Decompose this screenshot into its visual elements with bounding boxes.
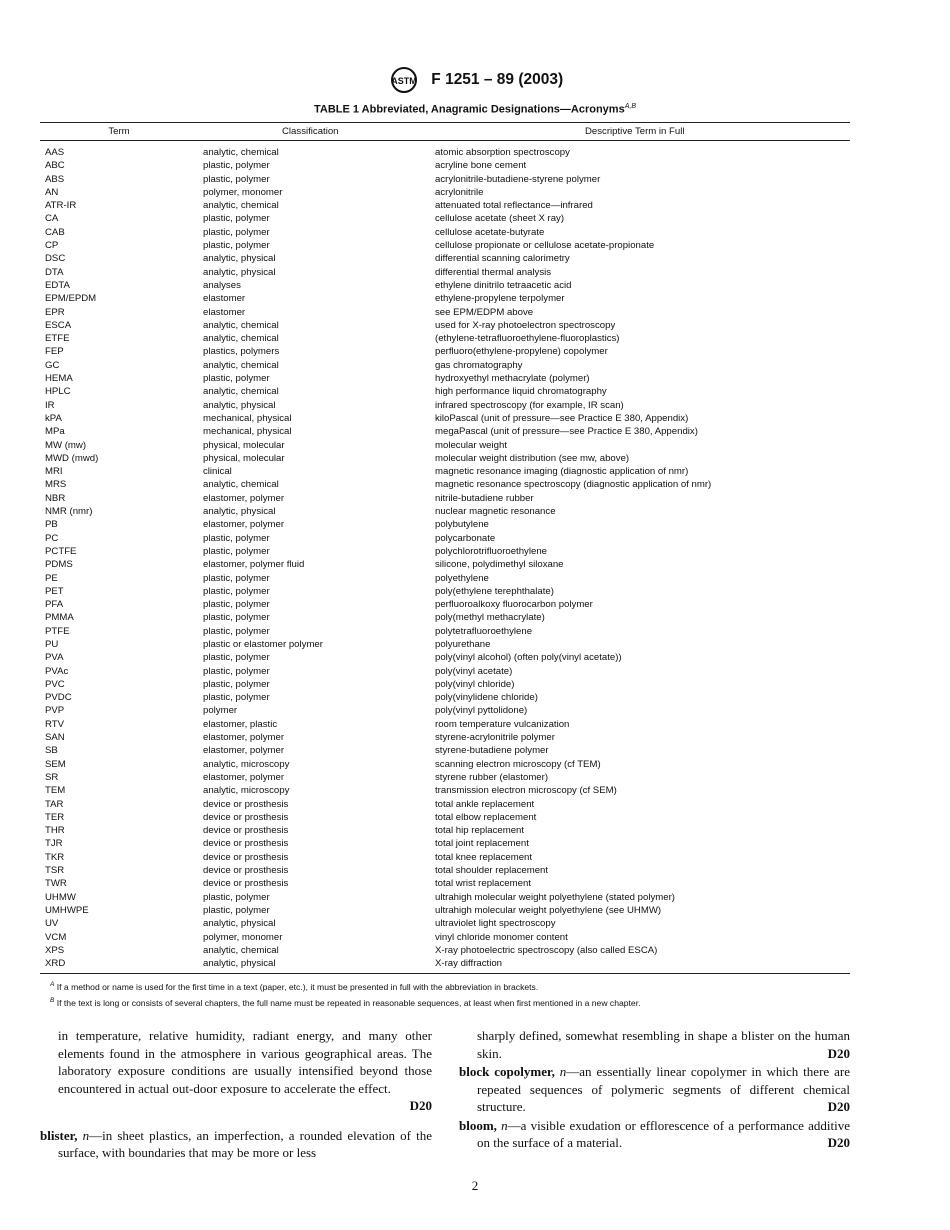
cell-descriptive-term: room temperature vulcanization (435, 718, 570, 730)
cell-term: MWD (mwd) (45, 452, 99, 464)
cell-classification: analytic, chemical (203, 386, 279, 398)
cell-term: SAN (45, 732, 65, 744)
cell-descriptive-term: X-ray diffraction (435, 958, 503, 970)
cell-descriptive-term: total shoulder replacement (435, 865, 549, 877)
cell-descriptive-term: poly(vinyl chloride) (435, 678, 515, 690)
cell-classification: analytic, physical (203, 506, 276, 518)
table-row (40, 665, 850, 678)
cell-classification: polymer, monomer (203, 186, 283, 198)
table-row (40, 837, 850, 850)
table-row (40, 611, 850, 624)
cell-classification: plastic, polymer (203, 665, 270, 677)
cell-term: MPa (45, 426, 65, 438)
cell-descriptive-term: perfluoroalkoxy fluorocarbon polymer (435, 599, 593, 611)
cell-descriptive-term: cellulose acetate (sheet X ray) (435, 213, 565, 225)
cell-term: NMR (nmr) (45, 506, 93, 518)
cell-classification: device or prosthesis (203, 865, 289, 877)
cell-term: ATR-IR (45, 200, 77, 212)
cell-term: PDMS (45, 559, 73, 571)
cell-classification: analytic, physical (203, 958, 276, 970)
cell-descriptive-term: acrylonitrile-butadiene-styrene polymer (435, 173, 601, 185)
cell-descriptive-term: styrene rubber (elastomer) (435, 771, 549, 783)
cell-descriptive-term: molecular weight distribution (see mw, above) (435, 452, 630, 464)
cell-term: SEM (45, 758, 66, 770)
cell-term: GC (45, 359, 60, 371)
cell-classification: analytic, chemical (203, 200, 279, 212)
table-row (40, 691, 850, 704)
left-text-column (40, 1027, 432, 1162)
table-row (40, 518, 850, 531)
cell-term: HPLC (45, 386, 71, 398)
table-row (40, 505, 850, 518)
cell-descriptive-term: X-ray photoelectric spectroscopy (also called ESCA) (435, 944, 658, 956)
cell-descriptive-term: nitrile-butadiene rubber (435, 492, 534, 504)
cell-term: AAS (45, 147, 65, 158)
table-row (40, 345, 850, 358)
cell-descriptive-term: poly(vinyl alcohol) (often poly(vinyl acetate)) (435, 652, 622, 664)
table-row (40, 545, 850, 558)
cell-classification: analytic, chemical (203, 319, 279, 331)
cell-classification: elastomer, polymer (203, 745, 285, 757)
committee-code: D20 (827, 1045, 850, 1061)
cell-classification: plastics, polymers (203, 346, 280, 358)
table-row (40, 478, 850, 491)
cell-descriptive-term: total joint replacement (435, 838, 529, 850)
cell-classification: plastic, polymer (203, 692, 270, 704)
cell-classification: analytic, chemical (203, 944, 279, 956)
cell-term: HEMA (45, 373, 73, 385)
cell-term: TAR (45, 798, 64, 810)
cell-classification: elastomer, polymer (203, 519, 285, 531)
cell-classification: analyses (203, 279, 241, 291)
table-title-footnote-marks: A,B (624, 103, 636, 110)
footnote-mark: B (50, 997, 55, 1005)
cell-descriptive-term: hydroxyethyl methacrylate (polymer) (435, 373, 590, 385)
cell-classification: elastomer, polymer (203, 771, 285, 783)
cell-term: kPA (45, 412, 62, 424)
table-row (40, 572, 850, 585)
definition-bloom (459, 1117, 850, 1152)
table-row (40, 439, 850, 452)
table-row (40, 731, 850, 744)
cell-term: ETFE (45, 333, 70, 345)
document-id: F 1251 – 89 (2003) (431, 71, 564, 88)
cell-descriptive-term: polybutylene (435, 519, 489, 531)
cell-descriptive-term: differential scanning calorimetry (435, 253, 570, 265)
cell-term: XRD (45, 958, 66, 970)
cell-term: CP (45, 240, 59, 252)
footnote-b (40, 994, 850, 1010)
table-row (40, 904, 850, 917)
cell-descriptive-term: total knee replacement (435, 851, 533, 863)
table-row (40, 425, 850, 438)
part-of-speech: n (501, 1117, 508, 1133)
cell-term: TSR (45, 865, 65, 877)
cell-term: AN (45, 186, 59, 198)
footnote-text: If the text is long or consists of several chapters, the full name must be repeated in reasonable sequences, at least when first mentioned in a new chapter. (56, 998, 641, 1009)
cell-descriptive-term: used for X-ray photoelectron spectroscopy (435, 319, 616, 331)
table-row (40, 558, 850, 571)
table-row (40, 186, 850, 199)
cell-classification: plastic, polymer (203, 173, 270, 185)
cell-classification: polymer, monomer (203, 931, 283, 943)
table-row (40, 758, 850, 771)
cell-classification: elastomer, polymer fluid (203, 559, 305, 571)
cell-classification: analytic, chemical (203, 333, 279, 345)
table-row (40, 146, 850, 159)
cell-classification: plastic, polymer (203, 240, 270, 252)
table-row (40, 784, 850, 797)
cell-term: PU (45, 638, 59, 650)
cell-classification: elastomer (203, 293, 246, 305)
definition-block-copolymer (459, 1063, 850, 1116)
cell-term: CA (45, 213, 59, 225)
cell-classification: mechanical, physical (203, 412, 292, 424)
cell-term: MRI (45, 466, 63, 478)
cell-term: PB (45, 519, 58, 531)
acronym-table (40, 122, 850, 1010)
table-row (40, 226, 850, 239)
cell-classification: clinical (203, 466, 232, 478)
right-text-column (459, 1027, 850, 1152)
table-row (40, 266, 850, 279)
cell-term: EDTA (45, 279, 70, 291)
cell-term: TER (45, 811, 65, 823)
cell-term: RTV (45, 718, 65, 730)
part-of-speech: n (559, 1064, 567, 1079)
table-row (40, 625, 850, 638)
cell-descriptive-term: polytetrafluoroethylene (435, 625, 533, 637)
cell-classification: analytic, physical (203, 918, 276, 930)
cell-classification: plastic, polymer (203, 226, 270, 238)
cell-term: EPR (45, 306, 65, 318)
table-header-row (40, 123, 850, 140)
table-row (40, 891, 850, 904)
cell-classification: plastic, polymer (203, 625, 270, 637)
table-row (40, 811, 850, 824)
cell-classification: plastic, polymer (203, 160, 270, 172)
cell-descriptive-term: gas chromatography (435, 359, 523, 371)
cell-descriptive-term: magnetic resonance imaging (diagnostic application of nmr) (435, 466, 689, 478)
cell-term: ABS (45, 173, 65, 185)
cell-classification: analytic, physical (203, 253, 276, 265)
cell-classification: plastic or elastomer polymer (203, 638, 323, 650)
cell-term: PVC (45, 678, 65, 690)
cell-descriptive-term: kiloPascal (unit of pressure—see Practice E 380, Appendix) (435, 412, 689, 424)
cell-classification: device or prosthesis (203, 878, 289, 890)
cell-term: VCM (45, 931, 67, 943)
cell-classification: plastic, polymer (203, 599, 270, 611)
definition-text: —in sheet plastics, an imperfection, a rounded elevation of the surface, with boundaries that may be more or less (58, 1127, 433, 1160)
table-row (40, 159, 850, 172)
table-row (40, 239, 850, 252)
table-row (40, 744, 850, 757)
definition-text: —an essentially linear copolymer in which there are repeated sequences of polymeric segments of different chemical structure. (477, 1064, 850, 1114)
cell-classification: elastomer, plastic (203, 718, 278, 730)
cell-term: ESCA (45, 319, 72, 331)
cell-classification: polymer (203, 705, 238, 717)
cell-term: UMHWPE (45, 904, 89, 916)
cell-descriptive-term: polycarbonate (435, 532, 496, 544)
cell-descriptive-term: megaPascal (unit of pressure—see Practice E 380, Appendix) (435, 426, 698, 438)
cell-descriptive-term: total hip replacement (435, 825, 525, 837)
cell-descriptive-term: nuclear magnetic resonance (435, 506, 556, 518)
continuation-paragraph (40, 1027, 432, 1115)
table-row (40, 771, 850, 784)
cell-term: PVDC (45, 692, 72, 704)
cell-classification: device or prosthesis (203, 798, 289, 810)
cell-classification: plastic, polymer (203, 545, 270, 557)
table-title-text: TABLE 1 Abbreviated, Anagramic Designations—Acronyms (313, 103, 625, 116)
cell-term: TEM (45, 785, 66, 797)
cell-classification: analytic, physical (203, 399, 276, 411)
cell-descriptive-term: atomic absorption spectroscopy (435, 147, 570, 158)
cell-classification: analytic, microscopy (203, 785, 290, 797)
astm-logo-icon (387, 66, 421, 94)
cell-descriptive-term: polyurethane (435, 638, 491, 650)
table-row (40, 452, 850, 465)
cell-descriptive-term: differential thermal analysis (435, 266, 552, 278)
table-row (40, 173, 850, 186)
table-row (40, 598, 850, 611)
cell-descriptive-term: acryline bone cement (435, 160, 527, 172)
cell-term: DTA (45, 266, 64, 278)
definition-text: —a visible exudation or efflorescence of a performance additive on the surface of a material. (477, 1117, 851, 1150)
cell-classification: plastic, polymer (203, 572, 270, 584)
cell-term: CAB (45, 226, 65, 238)
cell-descriptive-term: molecular weight (435, 439, 507, 451)
cell-descriptive-term: see EPM/EDPM above (435, 306, 534, 318)
cell-term: UV (45, 918, 59, 930)
continuation-text: in temperature, relative humidity, radiant energy, and many other elements found in the atmosphere in various geographical areas. The laboratory exposure conditions are usually intensified beyond those encountered in actual out-door exposure to accelerate the effect. (58, 1028, 432, 1096)
svg-text:ASTM: ASTM (391, 76, 417, 86)
table-row (40, 532, 850, 545)
cell-descriptive-term: infrared spectroscopy (for example, IR scan) (435, 399, 624, 411)
header-term: Term (108, 126, 130, 137)
cell-term: FEP (45, 346, 64, 358)
cell-term: SR (45, 771, 59, 783)
cell-classification: plastic, polymer (203, 532, 270, 544)
cell-descriptive-term: (ethylene-tetrafluoroethylene-fluoroplastics) (435, 333, 620, 345)
cell-descriptive-term: vinyl chloride monomer content (435, 931, 568, 943)
table-row (40, 492, 850, 505)
table-row (40, 718, 850, 731)
table-row (40, 399, 850, 412)
cell-descriptive-term: perfluoro(ethylene-propylene) copolymer (435, 346, 608, 358)
cell-classification: device or prosthesis (203, 825, 289, 837)
cell-term: THR (45, 825, 65, 837)
cell-classification: physical, molecular (203, 452, 285, 464)
cell-classification: mechanical, physical (203, 426, 292, 438)
cell-descriptive-term: ultrahigh molecular weight polyethylene (stated polymer) (435, 891, 675, 903)
table-row (40, 199, 850, 212)
table-row (40, 651, 850, 664)
table-row (40, 944, 850, 957)
table-row (40, 877, 850, 890)
table-row (40, 851, 850, 864)
cell-term: PVAc (45, 665, 69, 677)
cell-classification: physical, molecular (203, 439, 285, 451)
cell-descriptive-term: polyethylene (435, 572, 489, 584)
cell-term: IR (45, 399, 55, 411)
cell-term: MW (mw) (45, 439, 87, 451)
cell-descriptive-term: cellulose acetate-butyrate (435, 226, 545, 238)
cell-classification: plastic, polymer (203, 652, 270, 664)
cell-term: SB (45, 745, 58, 757)
part-of-speech: n (82, 1127, 90, 1143)
table-row (40, 704, 850, 717)
table-footnotes (40, 974, 850, 1010)
cell-classification: analytic, chemical (203, 147, 279, 158)
cell-term: PC (45, 532, 59, 544)
cell-descriptive-term: ultraviolet light spectroscopy (435, 918, 556, 930)
cell-classification: device or prosthesis (203, 811, 289, 823)
committee-code: D20 (827, 1135, 850, 1150)
cell-classification: plastic, polymer (203, 585, 270, 597)
footnote-mark: A (50, 981, 55, 989)
cell-term: DSC (45, 253, 66, 265)
table-row (40, 585, 850, 598)
cell-classification: device or prosthesis (203, 838, 289, 850)
table-row (40, 798, 850, 811)
table-row (40, 359, 850, 372)
cell-descriptive-term: total elbow replacement (435, 811, 537, 823)
definition-blister (40, 1127, 432, 1162)
cell-descriptive-term: poly(ethylene terephthalate) (435, 585, 554, 597)
cell-term: TKR (45, 851, 65, 863)
cell-classification: device or prosthesis (203, 851, 289, 863)
page-header (0, 66, 950, 94)
table-row (40, 252, 850, 265)
cell-term: PVP (45, 705, 65, 717)
cell-term: TJR (45, 838, 63, 850)
cell-descriptive-term: poly(vinyl acetate) (435, 665, 513, 677)
table-row (40, 638, 850, 651)
cell-classification: plastic, polymer (203, 678, 270, 690)
table-row (40, 412, 850, 425)
page-number: 2 (471, 1178, 479, 1193)
cell-classification: analytic, chemical (203, 479, 279, 491)
table-row (40, 465, 850, 478)
term-bloom: bloom, (459, 1117, 497, 1133)
cell-classification: analytic, microscopy (203, 758, 290, 770)
cell-descriptive-term: acrylonitrile (435, 186, 484, 198)
cell-descriptive-term: cellulose propionate or cellulose acetate-propionate (435, 240, 655, 252)
table-row (40, 292, 850, 305)
table-row (40, 864, 850, 877)
footnote-a (40, 978, 850, 994)
cell-classification: elastomer, polymer (203, 492, 285, 504)
table-title (0, 103, 950, 116)
cell-term: PCTFE (45, 545, 77, 557)
cell-term: PET (45, 585, 64, 597)
continuation-paragraph (459, 1027, 850, 1062)
table-row (40, 385, 850, 398)
continuation-text: sharply defined, somewhat resembling in shape a blister on the human skin. (477, 1028, 850, 1061)
cell-descriptive-term: scanning electron microscopy (cf TEM) (435, 758, 601, 770)
cell-classification: plastic, polymer (203, 904, 270, 916)
cell-descriptive-term: styrene-butadiene polymer (435, 745, 549, 757)
table-row (40, 212, 850, 225)
cell-descriptive-term: magnetic resonance spectroscopy (diagnostic application of nmr) (435, 479, 712, 491)
committee-code: D20 (827, 1099, 850, 1114)
table-row (40, 931, 850, 944)
cell-classification: analytic, physical (203, 266, 276, 278)
cell-term: PVA (45, 652, 64, 664)
table-row (40, 332, 850, 345)
cell-term: XPS (45, 944, 65, 956)
cell-descriptive-term: attenuated total reflectance—infrared (435, 200, 593, 212)
footnote-text: If a method or name is used for the first time in a text (paper, etc.), it must be presented in full with the abbreviation in brackets. (56, 982, 539, 993)
cell-classification: analytic, chemical (203, 359, 279, 371)
cell-term: ABC (45, 160, 65, 172)
cell-classification: plastic, polymer (203, 612, 270, 624)
cell-term: PFA (45, 599, 64, 611)
cell-term: UHMW (45, 891, 76, 903)
cell-descriptive-term: silicone, polydimethyl siloxane (435, 559, 564, 571)
table-row (40, 319, 850, 332)
cell-classification: elastomer (203, 306, 246, 318)
cell-term: EPM/EPDM (45, 293, 97, 305)
table-row (40, 957, 850, 970)
cell-descriptive-term: ethylene-propylene terpolymer (435, 293, 565, 305)
cell-term: PMMA (45, 612, 74, 624)
cell-classification: plastic, polymer (203, 373, 270, 385)
cell-descriptive-term: poly(vinylidene chloride) (435, 692, 538, 704)
cell-descriptive-term: ethylene dinitrilo tetraacetic acid (435, 279, 572, 291)
cell-term: NBR (45, 492, 66, 504)
header-descriptive-term: Descriptive Term in Full (585, 126, 685, 137)
cell-descriptive-term: transmission electron microscopy (cf SEM) (435, 785, 617, 797)
cell-term: PE (45, 572, 58, 584)
cell-classification: plastic, polymer (203, 891, 270, 903)
cell-term: TWR (45, 878, 67, 890)
table-row (40, 678, 850, 691)
committee-code: D20 (409, 1098, 432, 1113)
term-block-copolymer: block copolymer, (459, 1064, 555, 1079)
term-blister: blister, (40, 1127, 78, 1143)
cell-term: MRS (45, 479, 67, 491)
table-row (40, 824, 850, 837)
table-row (40, 306, 850, 319)
cell-descriptive-term: poly(methyl methacrylate) (435, 612, 545, 624)
cell-classification: plastic, polymer (203, 213, 270, 225)
table-row (40, 372, 850, 385)
header-classification: Classification (282, 126, 339, 137)
table-row (40, 917, 850, 930)
cell-descriptive-term: poly(vinyl pyttolidone) (435, 705, 528, 717)
cell-classification: elastomer, polymer (203, 732, 285, 744)
cell-descriptive-term: ultrahigh molecular weight polyethylene (see UHMW) (435, 904, 662, 916)
cell-descriptive-term: styrene-acrylonitrile polymer (435, 732, 555, 744)
cell-descriptive-term: high performance liquid chromatography (435, 386, 607, 398)
table-body (40, 141, 850, 973)
cell-descriptive-term: polychlorotrifluoroethylene (435, 545, 547, 557)
cell-descriptive-term: total ankle replacement (435, 798, 535, 810)
table-row (40, 279, 850, 292)
cell-term: PTFE (45, 625, 70, 637)
cell-descriptive-term: total wrist replacement (435, 878, 531, 890)
